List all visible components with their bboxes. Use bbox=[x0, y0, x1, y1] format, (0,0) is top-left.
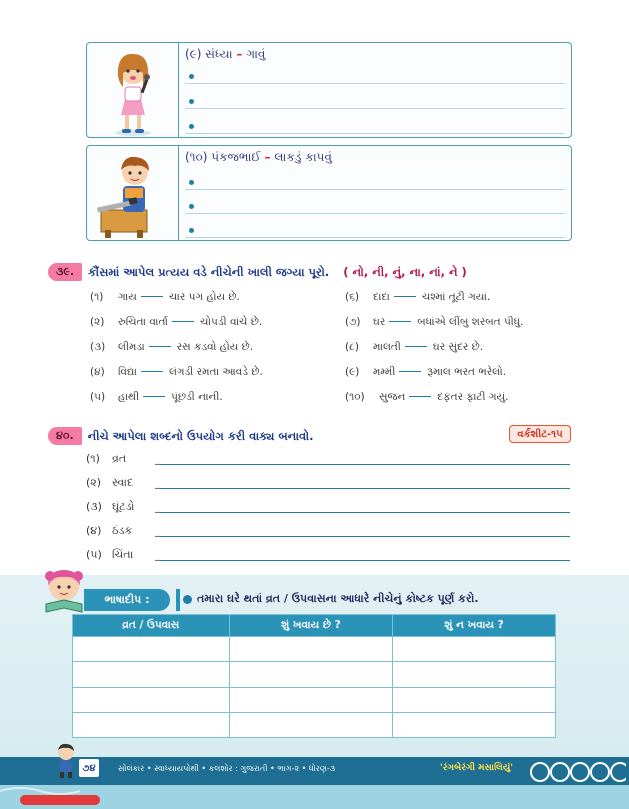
fill-blank[interactable] bbox=[141, 296, 163, 297]
sentence-row-5: (૫) ચિંતા _ bbox=[86, 548, 161, 561]
sentence-line-1[interactable] bbox=[160, 464, 570, 465]
bullet-2a bbox=[189, 180, 194, 185]
fill-blank[interactable] bbox=[399, 371, 421, 372]
answer-line-1a[interactable] bbox=[185, 83, 565, 84]
table-cell[interactable] bbox=[393, 662, 556, 687]
answer-line-1c[interactable] bbox=[185, 133, 565, 134]
question-40-text: નીચે આપેલા શબ્દનો ઉપયોગ કરી વાક્ય બનાવો. bbox=[87, 428, 314, 443]
table-cell[interactable] bbox=[229, 662, 393, 687]
fill-item-6: (૬) દાદા ચશ્માં તૂટી ગયાં. bbox=[345, 291, 491, 303]
fill-item-1: (૧) ગાય ચાર પગ હોય છે. bbox=[90, 291, 240, 303]
table-cell[interactable] bbox=[393, 687, 556, 712]
worksheet-badge: વર્કશીટ-૧૫ bbox=[509, 425, 571, 443]
table-row bbox=[73, 637, 556, 662]
question-40-header bbox=[48, 426, 313, 446]
fill-blank[interactable] bbox=[143, 396, 165, 397]
answer-line-2a[interactable] bbox=[185, 189, 565, 190]
sentence-row-4: (૪) ઠંડક _ bbox=[86, 524, 161, 537]
bhashadeep-divider bbox=[176, 589, 180, 611]
table-row bbox=[73, 687, 556, 712]
fill-blank[interactable] bbox=[409, 396, 431, 397]
answer-line-1b[interactable] bbox=[185, 108, 565, 109]
answer-line-2c[interactable] bbox=[185, 237, 565, 238]
activity-title-2: (૧૦) પંકજભાઈ – લાકડું કાપવું bbox=[185, 150, 332, 164]
fill-blank[interactable] bbox=[405, 346, 427, 347]
sentence-row-2: (૨) સ્વાદ _ bbox=[86, 476, 161, 489]
table-cell[interactable] bbox=[73, 687, 230, 712]
question-39-number: ૩૯. bbox=[48, 263, 82, 281]
sentence-line-2[interactable] bbox=[160, 488, 570, 489]
activity-box-singing bbox=[86, 42, 572, 138]
table-cell[interactable] bbox=[229, 687, 393, 712]
fasting-table bbox=[72, 614, 556, 738]
table-row bbox=[73, 662, 556, 687]
boy-sawing-illustration bbox=[87, 146, 179, 240]
bullet-1c bbox=[189, 124, 194, 129]
question-39-text: કૌંસમાં આપેલ પ્રત્યય વડે નીચેની ખાલી જગ્યા પૂરો. bbox=[88, 264, 330, 279]
bhashadeep-instruction: તમારા ઘરે થતાં વ્રત / ઉપવાસના આધારે નીચેનું કોષ્ટક પૂર્ણ કરો. bbox=[197, 592, 479, 605]
bhashadeep-bullet bbox=[183, 595, 192, 604]
bullet-2c bbox=[189, 228, 194, 233]
table-cell[interactable] bbox=[73, 662, 230, 687]
girl-singing-illustration bbox=[87, 43, 179, 137]
fill-blank[interactable] bbox=[389, 321, 411, 322]
activity-title-1: (૯) સંધ્યા – ગાવું bbox=[185, 47, 266, 61]
page-number: ૭૪ bbox=[78, 758, 100, 778]
table-cell[interactable] bbox=[229, 712, 393, 737]
footer-book-info: સોલંકાર • સ્વાધ્યાયપોથી • કલશોર : ગુજરાતી • ભાગ-૨ • ધોરણ-૩ bbox=[118, 764, 336, 773]
activity-box-woodcutting bbox=[86, 145, 572, 241]
fill-item-2: (૨) રુચિતા વાર્તા ચોપડી વાંચે છે. bbox=[90, 316, 263, 328]
table-header-not-eaten: શું ન ખવાય ? bbox=[393, 615, 556, 637]
table-cell[interactable] bbox=[73, 712, 230, 737]
fill-blank[interactable] bbox=[149, 346, 171, 347]
table-row bbox=[73, 712, 556, 737]
fill-item-3: (૩) લીમડા રસ કડવો હોય છે. bbox=[90, 341, 254, 353]
sentence-line-4[interactable] bbox=[160, 536, 570, 537]
footer-series-name: 'રંગબેરંગી મસાલિયું' bbox=[440, 763, 513, 773]
question-39-options: ( નો, ની, નું, ના, નાં, ને ) bbox=[343, 264, 467, 279]
question-40-number: ૪૦. bbox=[48, 427, 82, 445]
fill-item-9: (૯) મમ્મી રૂમાલ ભરત ભરેલો. bbox=[345, 366, 507, 378]
table-header-eaten: શું ખવાય છે ? bbox=[229, 615, 393, 637]
sentence-row-1: (૧) વ્રત _ bbox=[86, 452, 161, 465]
girl-reading-illustration bbox=[40, 566, 88, 614]
fill-item-10: (૧૦) સુજન દફતર ફાટી ગયું. bbox=[345, 391, 509, 403]
answer-line-2b[interactable] bbox=[185, 213, 565, 214]
sentence-row-3: (૩) ઘૂંટડો _ bbox=[86, 500, 161, 513]
table-header-fast: વ્રત / ઉપવાસ bbox=[73, 615, 230, 637]
sentence-line-3[interactable] bbox=[160, 512, 570, 513]
table-cell[interactable] bbox=[229, 637, 393, 662]
bullet-1a bbox=[189, 74, 194, 79]
table-cell[interactable] bbox=[393, 712, 556, 737]
fill-blank[interactable] bbox=[394, 296, 416, 297]
table-cell[interactable] bbox=[393, 637, 556, 662]
fill-item-7: (૭) ઘર બધાંએ લીંબુ શરબત પીધું. bbox=[345, 316, 524, 328]
footer-strip bbox=[0, 785, 629, 809]
fill-item-8: (૮) માલતી ઘર સુંદર છે. bbox=[345, 341, 484, 353]
fill-blank[interactable] bbox=[172, 321, 194, 322]
bullet-1b bbox=[189, 99, 194, 104]
decorative-rings-icon bbox=[526, 758, 626, 782]
fill-blank[interactable] bbox=[141, 371, 163, 372]
fill-item-4: (૪) વિદ્યા લંગડી રમતા આવડે છે. bbox=[90, 366, 263, 378]
boy-mascot-icon bbox=[52, 742, 80, 778]
sentence-line-5[interactable] bbox=[160, 560, 570, 561]
bhashadeep-label: ભાષાદીપ : bbox=[84, 589, 170, 611]
bullet-2b bbox=[189, 204, 194, 209]
fill-item-5: (૫) હાથી પૂંછડી નાની. bbox=[90, 391, 223, 403]
question-39-header bbox=[48, 262, 467, 282]
table-cell[interactable] bbox=[73, 637, 230, 662]
